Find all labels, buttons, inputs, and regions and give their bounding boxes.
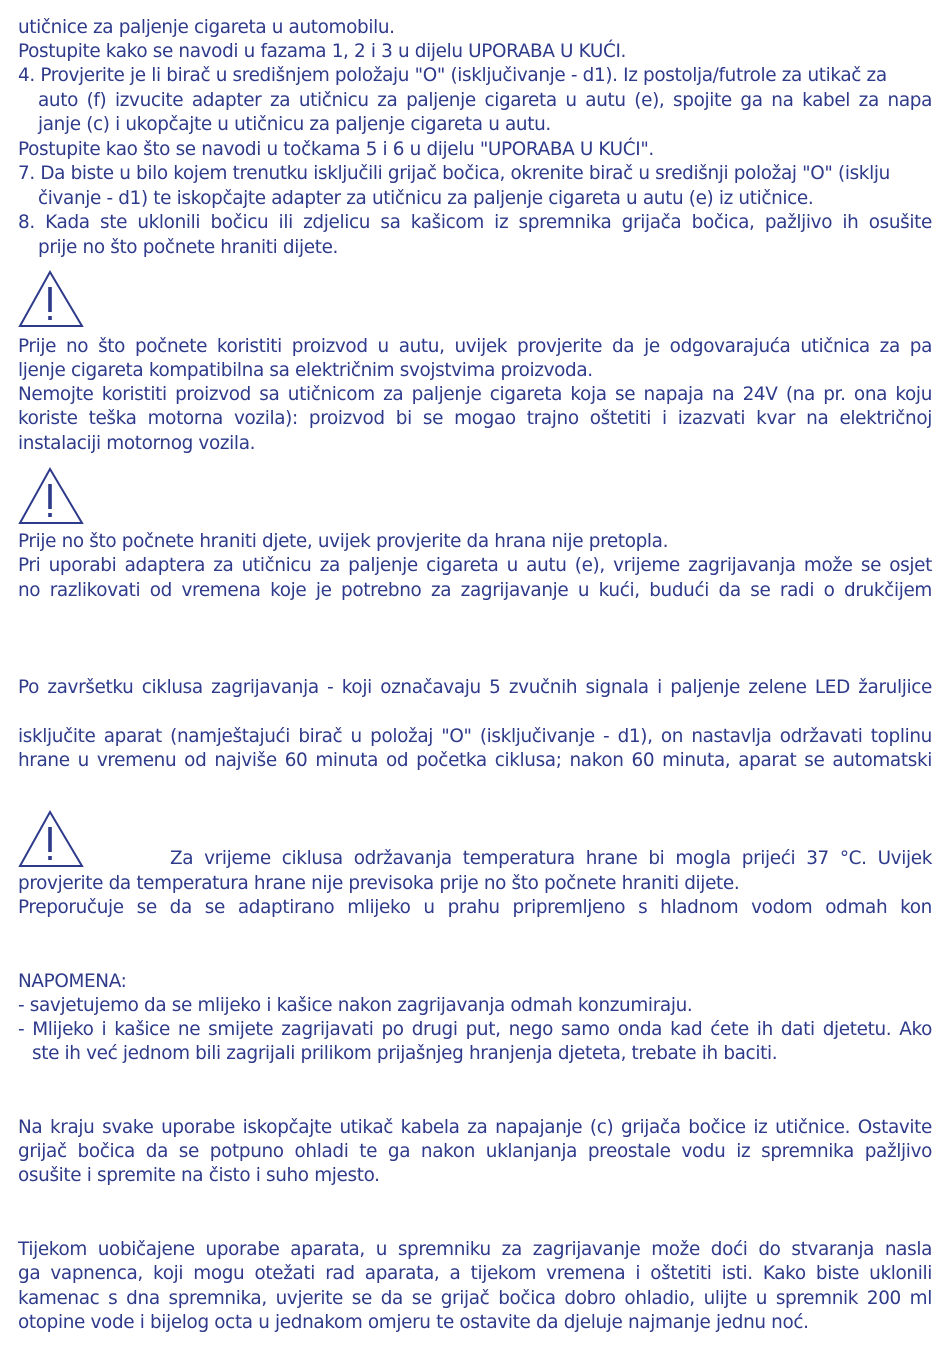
descaling-line-4: otopine vode i bijelog octa u jednakom omjeru te ostavite da djeluje najmanje jednu noć.	[18, 1312, 809, 1333]
descaling-line-1: Tijekom uobičajene uporabe aparata, u spremniku za zagrijavanje može doći do stvaranja nasla	[18, 1239, 932, 1260]
warning-3-line-1: Za vrijeme ciklusa održavanja temperatura hrane bi mogla prijeći 37 °C. Uvijek	[170, 848, 932, 869]
cycle-line-1: Po završetku ciklusa zagrijavanja - koji označavaju 5 zvučnih signala i paljenje zelene LED žaruljice	[18, 677, 932, 698]
step-4-line-1: 4. Provjerite je li birač u središnjem položaju "O" (isključivanje - d1). Iz postolja/futrole za utikač za	[18, 65, 887, 86]
step-4-line-2: auto (f) izvucite adapter za utičnicu za paljenje cigareta u autu (e), spojite ga na kabel za napa	[38, 90, 932, 111]
note-line-2: - Mlijeko i kašice ne smijete zagrijavati po drugi put, nego samo onda kad ćete ih dati djetetu. Ako	[18, 1019, 932, 1040]
cycle-line-3: hrane u vremenu od najviše 60 minuta od početka ciklusa; nakon 60 minuta, aparat se automatski	[18, 750, 932, 771]
warning-2-line-2: Pri uporabi adaptera za utičnicu za paljenje cigareta u autu (e), vrijeme zagrijavanja može se osjet	[18, 555, 932, 576]
descaling-line-2: ga vapnenca, koji mogu otežati rad aparata, a tijekom vremena i oštetiti isti. Kako biste uklonili	[18, 1263, 932, 1284]
intro-line-2: Postupite kako se navodi u fazama 1, 2 i 3 u dijelu UPORABA U KUĆI.	[18, 41, 627, 62]
step-7-line-1: 7. Da biste u bilo kojem trenutku isključili grijač bočica, okrenite birač u središnji položaj "O" (isklju	[18, 163, 890, 184]
warning-1-line-5: instalaciji motornog vozila.	[18, 433, 256, 454]
after-use-line-1: Na kraju svake uporabe iskopčajte utikač kabela za napajanje (c) grijača bočice iz utičnice. Ostavite	[18, 1117, 932, 1138]
warning-1-line-2: ljenje cigareta kompatibilna sa električnim svojstvima proizvoda.	[18, 360, 593, 381]
warning-2-line-3: no razlikovati od vremena koje je potrebno za zagrijavanje u kući, budući da se radi o drukčijem	[18, 580, 932, 601]
warning-3-line-3: Preporučuje se da se adaptirano mlijeko u prahu pripremljeno s hladnom vodom odmah kon	[18, 897, 932, 918]
warning-3-line-2: provjerite da temperatura hrane nije previsoka prije no što počnete hraniti dijete.	[18, 873, 740, 894]
note-line-1: - savjetujemo da se mlijeko i kašice nakon zagrijavanja odmah konzumiraju.	[18, 995, 693, 1016]
intro-line-1: utičnice za paljenje cigareta u automobilu.	[18, 17, 395, 38]
warning-triangle-icon	[18, 467, 84, 525]
warning-1-line-1: Prije no što počnete koristiti proizvod u autu, uvijek provjerite da je odgovarajuća utičnica za pa	[18, 336, 932, 357]
warning-1-line-4: koriste teška motorna vozila): proizvod bi se mogao trajno oštetiti i izazvati kvar na električnoj	[18, 408, 932, 429]
after-use-line-3: osušite i spremite na čisto i suho mjesto.	[18, 1165, 380, 1186]
warning-triangle-icon	[18, 270, 84, 328]
step-4-line-3: janje (c) i ukopčajte u utičnicu za paljenje cigareta u autu.	[38, 114, 551, 135]
after-use-line-2: grijač bočica da se potpuno ohladi te ga nakon uklanjanja preostale vodu iz spremnika pažljivo	[18, 1141, 932, 1162]
cycle-line-2: isključite aparat (namještajući birač u položaj "O" (isključivanje - d1), on nastavlja održavati toplinu	[18, 726, 932, 747]
step-8-line-2: prije no što počnete hraniti dijete.	[38, 237, 339, 258]
descaling-line-3: kamenac s dna spremnika, uvjerite se da se grijač bočica dobro ohladio, ulijte u spremnik 200 ml	[18, 1288, 932, 1309]
step-5-6-line: Postupite kao što se navodi u točkama 5 i 6 u dijelu "UPORABA U KUĆI".	[18, 139, 654, 160]
warning-1-line-3: Nemojte koristiti proizvod sa utičnicom za paljenje cigareta koja se napaja na 24V (na pr. ona koju	[18, 384, 932, 405]
note-title: NAPOMENA:	[18, 971, 127, 992]
note-line-3: ste ih već jednom bili zagrijali prilikom prijašnjeg hranjenja djeteta, trebate ih baciti.	[32, 1043, 778, 1064]
warning-2-line-1: Prije no što počnete hraniti djete, uvijek provjerite da hrana nije pretopla.	[18, 531, 669, 552]
step-7-line-2: čivanje - d1) te iskopčajte adapter za utičnicu za paljenje cigareta u autu (e) iz utičnice.	[38, 188, 814, 209]
step-8-line-1: 8. Kada ste uklonili bočicu ili zdjelicu sa kašicom iz spremnika grijača bočica, pažljivo ih osušite	[18, 212, 932, 233]
warning-triangle-icon	[18, 810, 84, 868]
